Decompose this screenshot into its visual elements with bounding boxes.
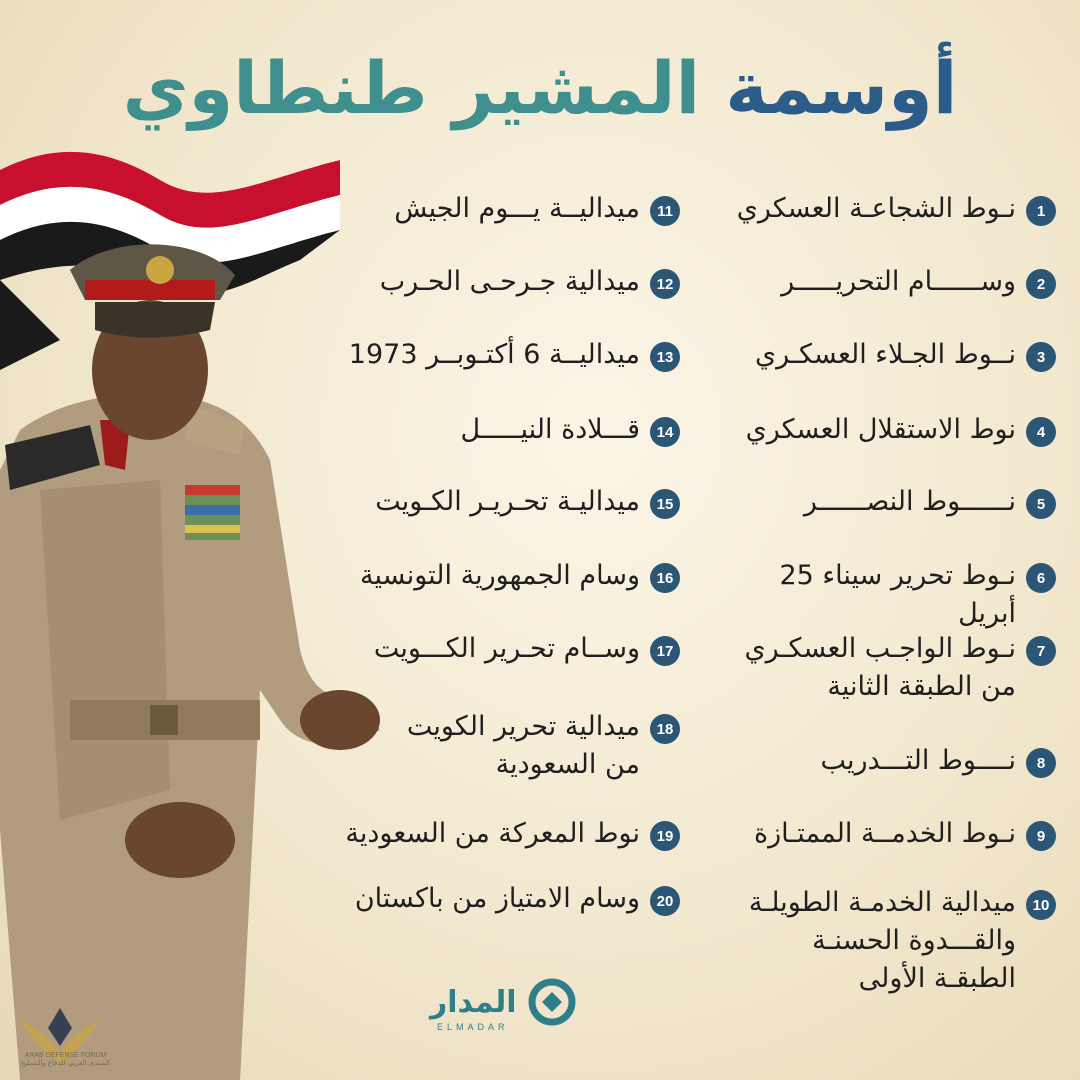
item-number-badge: 2 bbox=[1026, 269, 1056, 299]
list-item bbox=[749, 884, 1056, 998]
elmadar-logo-subtitle: ELMADAR bbox=[437, 1022, 509, 1032]
item-number-badge: 11 bbox=[650, 196, 680, 226]
item-number-badge: 9 bbox=[1026, 821, 1056, 851]
list-item bbox=[360, 557, 680, 595]
list-item bbox=[804, 483, 1056, 521]
title-part-1: أوسمة bbox=[725, 46, 958, 130]
medal-label: نـوط الشجاعـة العسكري bbox=[736, 193, 1016, 224]
list-item bbox=[460, 411, 680, 449]
medal-label: وســــــام التحريـــــر bbox=[781, 266, 1016, 297]
medal-label: ميداليــة يـــوم الجيش bbox=[394, 193, 640, 224]
list-item bbox=[407, 708, 680, 784]
item-number-badge: 20 bbox=[650, 886, 680, 916]
item-number-badge: 13 bbox=[650, 342, 680, 372]
item-number-badge: 12 bbox=[650, 269, 680, 299]
list-item bbox=[754, 815, 1056, 853]
item-number-badge: 4 bbox=[1026, 417, 1056, 447]
list-item bbox=[349, 336, 680, 374]
item-number-badge: 15 bbox=[650, 489, 680, 519]
medal-label: نــــوط التـــدريب bbox=[820, 745, 1016, 776]
medal-label: نـوط الواجـب العسكـري من الطبقة الثانية bbox=[744, 633, 1016, 702]
item-number-badge: 17 bbox=[650, 636, 680, 666]
item-number-badge: 8 bbox=[1026, 748, 1056, 778]
item-number-badge: 10 bbox=[1026, 890, 1056, 920]
list-item bbox=[374, 630, 680, 668]
list-item bbox=[345, 815, 680, 853]
item-number-badge: 16 bbox=[650, 563, 680, 593]
list-item bbox=[375, 483, 680, 521]
list-item bbox=[355, 880, 680, 918]
medal-label: نــوط الجـلاء العسكـري bbox=[755, 339, 1016, 370]
list-item bbox=[716, 557, 1056, 633]
list-item bbox=[746, 411, 1056, 449]
medal-label: ميداليـة تحـريـر الكـويت bbox=[375, 486, 640, 517]
elmadar-logo-icon bbox=[528, 978, 576, 1026]
list-item bbox=[755, 336, 1056, 374]
list-item bbox=[394, 190, 680, 228]
item-number-badge: 19 bbox=[650, 821, 680, 851]
medal-label: وسام الامتياز من باكستان bbox=[354, 883, 640, 914]
list-item bbox=[821, 742, 1057, 780]
list-item bbox=[781, 263, 1056, 301]
item-number-badge: 6 bbox=[1026, 563, 1056, 593]
medal-label: نوط الاستقلال العسكري bbox=[745, 414, 1016, 445]
elmadar-logo-text: المدار bbox=[430, 985, 517, 1020]
list-item bbox=[745, 630, 1057, 706]
medal-label: وســام تحـرير الكـــويت bbox=[373, 633, 640, 664]
watermark-text bbox=[18, 1052, 113, 1067]
medal-label: ميدالية الخدمـة الطويلـة والقـــدوة الحسنـة الطبقـة الأولى bbox=[748, 887, 1016, 994]
medal-label: نوط المعركة من السعودية bbox=[345, 818, 640, 849]
medal-label: قـــلادة النيـــــل bbox=[460, 414, 640, 445]
medal-label: ميدالية جـرحـى الحـرب bbox=[379, 266, 640, 297]
medal-label: وسام الجمهورية التونسية bbox=[359, 560, 640, 591]
title-part-2: المشير طنطاوي bbox=[122, 46, 701, 130]
item-number-badge: 1 bbox=[1026, 196, 1056, 226]
medal-label: نــــــوط النصــــــر bbox=[803, 486, 1016, 517]
item-number-badge: 5 bbox=[1026, 489, 1056, 519]
item-number-badge: 7 bbox=[1026, 636, 1056, 666]
watermark-line-1: ARAB DEFENSE FORUM bbox=[24, 1052, 107, 1059]
medal-label: نـوط تحرير سيناء 25 أبريل bbox=[779, 560, 1016, 629]
watermark-line-2: المنتدى العربي للدفاع والتسليح bbox=[21, 1060, 110, 1067]
medal-label: ميدالية تحرير الكويت من السعودية bbox=[406, 711, 640, 780]
item-number-badge: 3 bbox=[1026, 342, 1056, 372]
list-item bbox=[737, 190, 1056, 228]
page-title bbox=[90, 46, 990, 130]
item-number-badge: 18 bbox=[650, 714, 680, 744]
medal-label: ميداليــة 6 أكتـوبــر 1973 bbox=[348, 339, 640, 370]
medal-label: نـوط الخدمــة الممتـازة bbox=[753, 818, 1016, 849]
item-number-badge: 14 bbox=[650, 417, 680, 447]
list-item bbox=[380, 263, 680, 301]
